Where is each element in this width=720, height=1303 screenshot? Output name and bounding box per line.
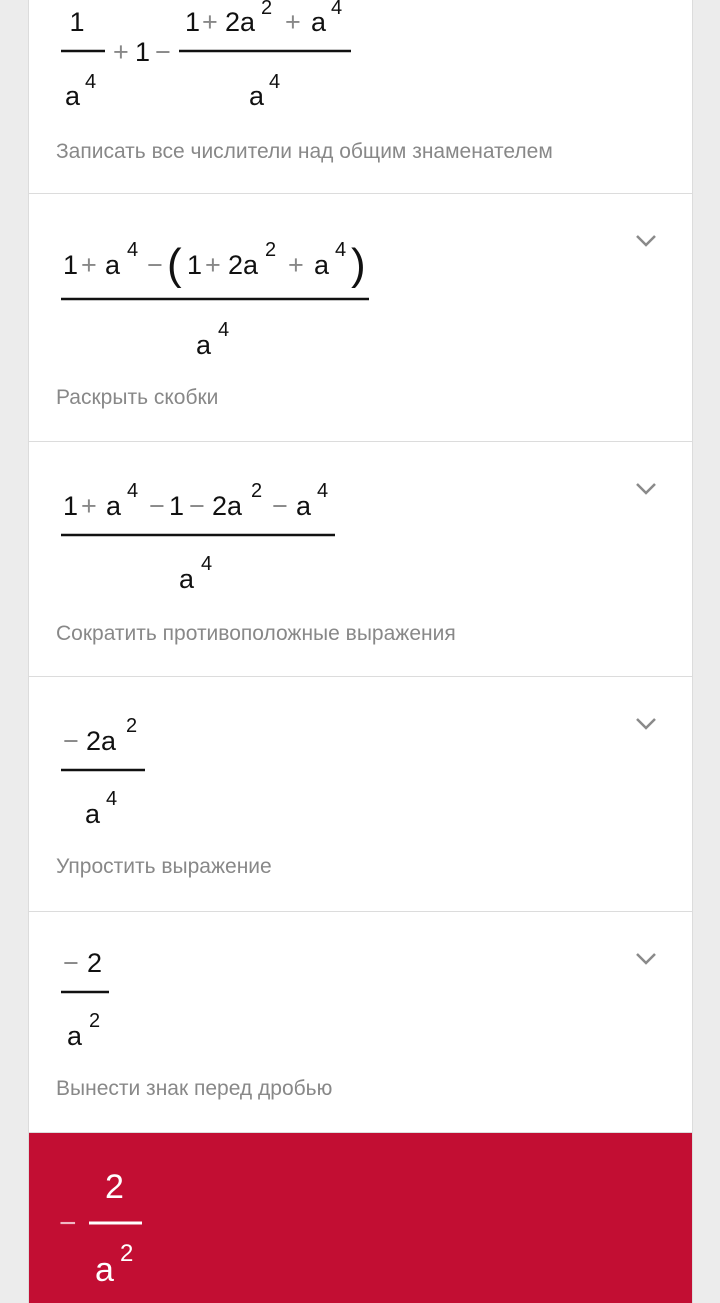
exponent: 4 — [127, 480, 139, 502]
chevron-down-icon[interactable] — [635, 717, 657, 731]
operator-plus: + — [202, 7, 218, 37]
fraction-denominator: a — [67, 1021, 83, 1051]
fraction-numerator: 2a — [86, 726, 117, 756]
term: 1 — [169, 491, 185, 521]
chevron-down-icon[interactable] — [635, 234, 657, 248]
operator-minus: − — [147, 250, 163, 280]
term: a — [296, 491, 312, 521]
operator-plus: + — [81, 491, 97, 521]
term: 2a — [228, 250, 259, 280]
fraction-denominator: a — [65, 81, 81, 111]
term: a — [106, 491, 122, 521]
term: 1 — [63, 250, 79, 280]
exponent: 4 — [127, 239, 139, 261]
fraction-denominator: a — [95, 1251, 114, 1289]
exponent: 4 — [335, 239, 347, 261]
operator-plus: + — [285, 7, 301, 37]
operator-plus: + — [205, 250, 221, 280]
operator-minus: − — [59, 1207, 77, 1240]
exponent: 2 — [265, 239, 277, 261]
fraction-denominator: a — [249, 81, 265, 111]
step-expression — [29, 194, 609, 374]
step-description: Раскрыть скобки — [56, 386, 219, 409]
final-result — [29, 1133, 692, 1303]
term: a — [105, 250, 121, 280]
chevron-down-icon[interactable] — [635, 482, 657, 496]
left-parenthesis: ( — [167, 240, 182, 289]
exponent: 4 — [218, 319, 230, 341]
fraction-numerator: 1 — [69, 7, 85, 37]
step-expression — [29, 912, 609, 1062]
solution-step[interactable] — [29, 194, 692, 442]
term: 1 — [135, 37, 151, 67]
operator-minus: − — [155, 37, 171, 67]
solution-step[interactable] — [29, 912, 692, 1133]
step-description: Упростить выражение — [56, 855, 272, 878]
solution-step[interactable] — [29, 677, 692, 912]
fraction-denominator: a — [179, 564, 195, 594]
solution-steps-list — [28, 0, 693, 1303]
exponent: 4 — [269, 71, 281, 93]
fraction-denominator: a — [196, 330, 212, 360]
fraction-numerator: 2 — [105, 1168, 124, 1206]
term: 1 — [63, 491, 79, 521]
exponent: 2 — [261, 0, 273, 19]
operator-minus: − — [149, 491, 165, 521]
step-description: Вынести знак перед дробью — [56, 1077, 333, 1100]
exponent: 2 — [126, 715, 138, 737]
fraction-numerator: 2 — [87, 948, 103, 978]
exponent: 4 — [317, 480, 329, 502]
step-description: Сократить противоположные выражения — [56, 622, 456, 645]
operator-plus: + — [81, 250, 97, 280]
term: 1 — [187, 250, 203, 280]
term: a — [311, 7, 327, 37]
term: 2a — [212, 491, 243, 521]
operator-minus: − — [272, 491, 288, 521]
exponent: 2 — [89, 1010, 101, 1032]
exponent: 2 — [251, 480, 263, 502]
operator-plus: + — [288, 250, 304, 280]
fraction-numerator: 1 — [185, 7, 201, 37]
step-description: Записать все числители над общим знаменателем — [56, 140, 553, 163]
result-expression — [29, 1133, 609, 1303]
operator-plus: + — [113, 37, 129, 67]
exponent: 4 — [85, 71, 97, 93]
exponent: 2 — [120, 1240, 134, 1267]
exponent: 4 — [201, 553, 213, 575]
exponent: 4 — [106, 788, 118, 810]
step-expression — [29, 0, 609, 130]
term: a — [314, 250, 330, 280]
operator-minus: − — [63, 726, 79, 756]
operator-minus: − — [63, 948, 79, 978]
chevron-down-icon[interactable] — [635, 952, 657, 966]
exponent: 4 — [331, 0, 343, 19]
solution-step[interactable] — [29, 442, 692, 677]
operator-minus: − — [189, 491, 205, 521]
solution-step[interactable] — [29, 0, 692, 194]
fraction-denominator: a — [85, 799, 101, 829]
right-parenthesis: ) — [351, 240, 366, 289]
step-expression — [29, 677, 609, 837]
term: 2a — [225, 7, 256, 37]
step-expression — [29, 442, 609, 602]
